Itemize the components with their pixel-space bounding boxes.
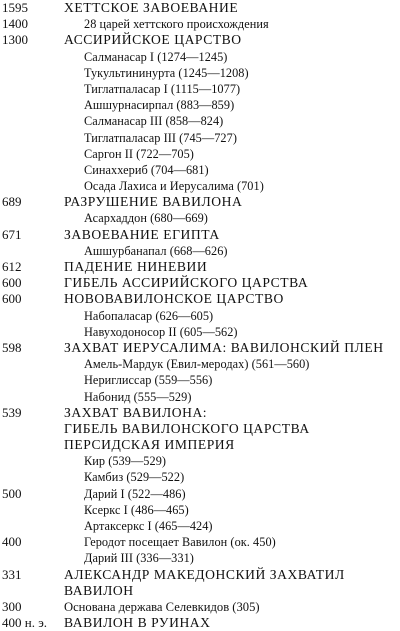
timeline-row <box>0 65 400 81</box>
timeline-year: 1400 <box>2 16 28 32</box>
timeline-event-heading: ЗАХВАТ ВАВИЛОНА: <box>64 404 208 420</box>
timeline-row <box>0 81 400 97</box>
timeline-row <box>0 130 400 146</box>
timeline-row <box>0 534 400 550</box>
timeline-event-text: Ксеркс I (486—465) <box>84 502 189 517</box>
timeline-row <box>0 550 400 566</box>
timeline-row <box>0 324 400 340</box>
timeline-year: 1300 <box>2 32 28 48</box>
timeline-year: 689 <box>2 194 22 210</box>
timeline-event-text: Тиглатпаласар I (1115—1077) <box>84 81 241 96</box>
timeline-row <box>0 113 400 129</box>
timeline-row <box>0 227 400 243</box>
timeline-row <box>0 97 400 113</box>
timeline-row <box>0 16 400 32</box>
timeline-year: 300 <box>2 598 22 614</box>
timeline-row <box>0 0 400 16</box>
timeline-event-text: Осада Лахиса и Иерусалима (701) <box>84 179 264 194</box>
timeline-year: 500 <box>2 485 22 501</box>
timeline-year: 400 <box>2 534 22 550</box>
timeline-event-text: Камбиз (529—522) <box>84 470 185 485</box>
timeline-event-heading: ЗАВОЕВАНИЕ ЕГИПТА <box>64 226 220 242</box>
timeline-row <box>0 502 400 518</box>
timeline-event-text: Салманасар I (1274—1245) <box>84 49 228 64</box>
timeline-event-text: Тиглатпаласар III (745—727) <box>84 130 237 145</box>
timeline-event-text: Нериглиссар (559—556) <box>84 373 213 388</box>
timeline-row <box>0 486 400 502</box>
timeline-row <box>0 340 400 356</box>
timeline-row <box>0 210 400 226</box>
timeline-year: 539 <box>2 404 22 420</box>
timeline-year: 671 <box>2 226 22 242</box>
timeline-event-heading: РАЗРУШЕНИЕ ВАВИЛОНА <box>64 194 243 210</box>
timeline-row <box>0 518 400 534</box>
timeline-row <box>0 583 400 599</box>
timeline-row <box>0 421 400 437</box>
timeline-event-heading: ЗАХВАТ ИЕРУСАЛИМА: ВАВИЛОНСКИЙ ПЛЕН <box>64 339 384 355</box>
timeline-year: 331 <box>2 566 22 582</box>
timeline-row <box>0 162 400 178</box>
timeline-row <box>0 567 400 583</box>
timeline-event-heading: ХЕТТСКОЕ ЗАВОЕВАНИЕ <box>64 0 239 15</box>
timeline-row <box>0 469 400 485</box>
timeline-event-text: Артаксеркс I (465—424) <box>84 519 213 533</box>
timeline-row <box>0 275 400 291</box>
timeline-row <box>0 178 400 194</box>
timeline-year: 1595 <box>2 0 28 15</box>
timeline-event-heading: ВАВИЛОН В РУИНАХ <box>64 615 211 631</box>
timeline-event-text: Набопаласар (626—605) <box>84 308 214 323</box>
timeline-event-heading: ВАВИЛОН <box>64 582 134 598</box>
timeline-row <box>0 49 400 65</box>
timeline-event-heading: ПАДЕНИЕ НИНЕВИИ <box>64 259 208 274</box>
timeline-event-heading: ПЕРСИДСКАЯ ИМПЕРИЯ <box>64 437 235 453</box>
timeline-row <box>0 32 400 48</box>
timeline-row <box>0 405 400 421</box>
timeline-event-text: Саргон II (722—705) <box>84 146 194 161</box>
timeline-event-text: Ашшурбанапал (668—626) <box>84 243 228 258</box>
timeline-row <box>0 437 400 453</box>
timeline-row <box>0 194 400 210</box>
timeline-year: 598 <box>2 339 22 355</box>
timeline-row <box>0 259 400 275</box>
timeline-row <box>0 453 400 469</box>
timeline-event-text: Дарий I (522—486) <box>84 486 186 501</box>
timeline-row <box>0 291 400 307</box>
timeline-event-heading: АССИРИЙСКОЕ ЦАРСТВО <box>64 32 242 48</box>
timeline-event-text: Салманасар III (858—824) <box>84 114 224 129</box>
timeline-year: 600 <box>2 275 22 291</box>
timeline-event-text: Ашшурнасирпал (883—859) <box>84 98 235 113</box>
timeline-event-text: Кир (539—529) <box>84 454 167 469</box>
timeline-row <box>0 615 400 631</box>
timeline-event-text: Геродот посещает Вавилон (ок. 450) <box>84 535 276 550</box>
timeline-event-heading: АЛЕКСАНДР МАКЕДОНСКИЙ ЗАХВАТИЛ <box>64 566 345 582</box>
timeline-row <box>0 356 400 372</box>
timeline-row <box>0 308 400 324</box>
timeline-event-text: Асархаддон (680—669) <box>84 211 208 226</box>
timeline-row <box>0 243 400 259</box>
timeline-year: 400 н. э. <box>2 615 48 631</box>
timeline-year: 600 <box>2 291 22 307</box>
timeline-event-heading: ГИБЕЛЬ ВАВИЛОНСКОГО ЦАРСТВА <box>64 420 310 436</box>
timeline-row <box>0 389 400 405</box>
timeline-row <box>0 599 400 615</box>
timeline-event-text: 28 царей хеттского происхождения <box>84 17 269 32</box>
timeline-event-text: Набонид (555—529) <box>84 389 192 404</box>
timeline-event-text: Синаххериб (704—681) <box>84 162 209 177</box>
timeline-row <box>0 146 400 162</box>
timeline-year: 612 <box>2 259 22 274</box>
timeline-event-text: Навуходоносор II (605—562) <box>84 324 238 339</box>
timeline-row <box>0 372 400 388</box>
timeline-event-text: Тукультининурта (1245—1208) <box>84 65 249 80</box>
timeline-event-text: Дарий III (336—331) <box>84 551 194 566</box>
timeline-event-heading: НОВОВАВИЛОНСКОЕ ЦАРСТВО <box>64 291 284 307</box>
timeline-event-heading: ГИБЕЛЬ АССИРИЙСКОГО ЦАРСТВА <box>64 275 309 291</box>
timeline-event-text: Амель-Мардук (Евил-меродах) (561—560) <box>84 357 310 372</box>
timeline-event-text: Основана держава Селевкидов (305) <box>64 599 260 614</box>
